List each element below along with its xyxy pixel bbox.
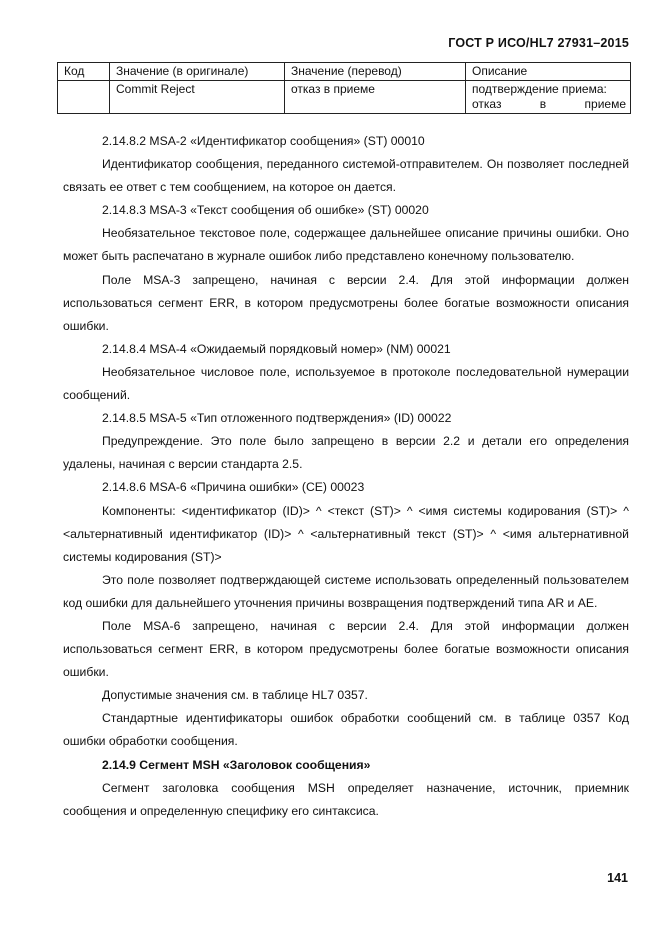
paragraph: Допустимые значения см. в таблице HL7 0357. <box>102 688 368 703</box>
page-number: 141 <box>607 871 628 885</box>
table-cell-description: подтверждение приема: отказ в приеме <box>466 81 631 114</box>
section-heading: 2.14.8.2 MSA-2 «Идентификатор сообщения» (ST) 00010 <box>102 134 425 148</box>
table-cell-original: Commit Reject <box>110 81 285 114</box>
table-row <box>58 81 631 114</box>
paragraph: Стандартные идентификаторы ошибок обработки сообщений см. в таблице 0357 Код ошибки обработки сообщения. <box>63 711 629 749</box>
table-header-row <box>58 63 631 81</box>
paragraph: Предупреждение. Это поле было запрещено в версии 2.2 и детали его определения удалены, начиная с версии стандарта 2.5. <box>63 434 629 472</box>
paragraph: Необязательное числовое поле, используемое в протоколе последовательной нумерации сообщений. <box>63 364 629 403</box>
document-header: ГОСТ Р ИСО/HL7 27931–2015 <box>448 36 629 50</box>
table-header-description: Описание <box>466 63 631 81</box>
table-cell-code <box>58 81 110 114</box>
paragraph: Поле MSA-6 запрещено, начиная с версии 2.4. Для этой информации должен использоваться сегмент ERR, в котором предусмотрены более богатые возможности описания ошибки. <box>63 618 629 680</box>
paragraph: Идентификатор сообщения, переданного системой-отправителем. Он позволяет последней связать ее ответ с тем сообщением, на которое он дается. <box>63 157 629 195</box>
code-table <box>57 62 631 114</box>
section-heading: 2.14.8.6 MSA-6 «Причина ошибки» (CE) 00023 <box>102 480 365 495</box>
table-header-original: Значение (в оригинале) <box>110 63 285 81</box>
section-heading-bold: 2.14.9 Сегмент MSH «Заголовок сообщения» <box>102 757 371 772</box>
paragraph: Это поле позволяет подтверждающей системе использовать определенный пользователем код ошибки для дальнейшего уточнения причины возвращения подтверждений типа AR и AE. <box>63 572 629 610</box>
paragraph: Необязательное текстовое поле, содержащее дальнейшее описание причины ошибки. Оно может быть распечатано в журнале ошибок либо представлено конечному пользователю. <box>63 226 629 264</box>
table-cell-translation: отказ в приеме <box>285 81 466 114</box>
document-body <box>63 130 629 823</box>
table-header-code: Код <box>58 63 110 81</box>
paragraph: Поле MSA-3 запрещено, начиная с версии 2.4. Для этой информации должен использоваться сегмент ERR, в котором предусмотрены более богатые возможности описания ошибки. <box>63 272 629 333</box>
table-header-translation: Значение (перевод) <box>285 63 466 81</box>
section-heading: 2.14.8.5 MSA-5 «Тип отложенного подтверждения» (ID) 00022 <box>102 411 452 426</box>
section-heading: 2.14.8.3 MSA-3 «Текст сообщения об ошибке» (ST) 00020 <box>102 203 429 218</box>
section-heading: 2.14.8.4 MSA-4 «Ожидаемый порядковый номер» (NM) 00021 <box>102 341 451 356</box>
paragraph: Сегмент заголовка сообщения MSH определяет назначение, источник, приемник сообщения и определенную специфику его синтаксиса. <box>63 780 629 818</box>
paragraph: Компоненты: <идентификатор (ID)> ^ <текст (ST)> ^ <имя системы кодирования (ST)> ^ <альтернативный идентификатор (ID)> ^ <альтернативный текст (ST)> ^ <имя альтернативной системы кодирования (ST)> <box>63 503 629 564</box>
